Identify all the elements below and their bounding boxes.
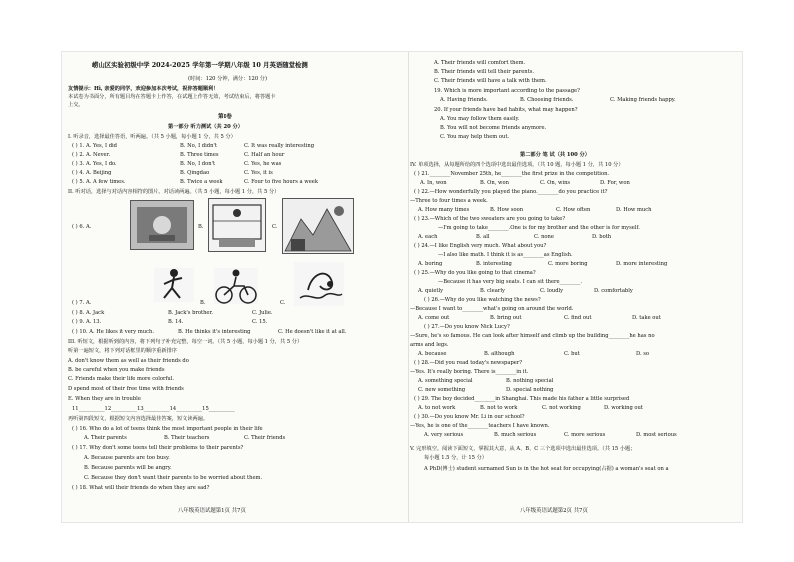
part-title: 第二部分 笔 试（共 100 分）	[520, 152, 590, 158]
dialogue-line: —I also like math. I think it is as________as English.	[438, 252, 573, 258]
question-22: ( ) 22.—How wonderfully you played the piano.________do you practice it?	[414, 189, 608, 195]
question-25: ( ) 25.—Why do you like going to that cinema?	[414, 270, 536, 276]
option: A. How many times	[418, 207, 470, 213]
dialogue-line: —Because I want to________what's going on around the world.	[410, 306, 574, 312]
option: C. On, wins	[540, 180, 571, 186]
option: B. You will not become friends anymore.	[440, 125, 547, 131]
dialogue-line: —Three to four times a week.	[410, 198, 488, 204]
question-16: ( ) 16. Who do a lot of teens think the most important people in their life	[72, 426, 263, 432]
section-note: 听第一遍短文，将下列对话框里的顺序重新排序	[68, 348, 177, 354]
part-title: 第一部分 听力测试（共 20 分）	[168, 124, 243, 130]
option: B. nothing special	[506, 378, 554, 384]
option: D. special nothing	[506, 387, 554, 393]
option: B. 14.	[168, 319, 184, 325]
option: A. something special	[418, 378, 473, 384]
option: B. Their teachers	[164, 435, 210, 441]
passage-line: A PhD(博士) student surnamed Sun is in the hot seat for occupying(占据) a woman's seat on a	[424, 466, 669, 472]
option: D. take out	[632, 315, 661, 321]
intro-line: 友情提示：Hi, 亲爱的同学，欢迎参加本次考试，祝你答题顺利！	[68, 86, 219, 92]
exam-meta: (时间：120 分钟，满分：120 分)	[188, 76, 268, 82]
runner-picture	[154, 268, 194, 302]
option: B. Twice a week	[180, 179, 223, 185]
section-heading: 再听第四段短文，根据短文内容选择最佳答案，短文读两遍。	[68, 416, 209, 422]
option-label: C.	[280, 300, 286, 306]
option: A. Because parents are too busy.	[84, 455, 170, 461]
question-26: ( ) 26.—Why do you like watching the news?	[424, 297, 541, 303]
option: C. Four to five hours a week	[244, 179, 319, 185]
option: C. Because they don't want their parents to be worried about them.	[84, 475, 263, 481]
option: D. comfortably	[594, 288, 633, 294]
option: D. working out	[604, 405, 643, 411]
question-17: ( ) 17. Why don't some teens tell their problems to their parents?	[72, 445, 244, 451]
option: C. more boring	[548, 261, 588, 267]
option: B. No, I don't	[180, 161, 216, 167]
question-19: 19. Which is more important according to the passage?	[434, 88, 580, 94]
option: C. none	[534, 234, 554, 240]
swimmer-picture	[294, 262, 344, 306]
option: A. You may follow them easily.	[440, 116, 520, 122]
question-29: ( ) 29. The boy decided________in Shanghai. This made his father a little surprised	[414, 396, 630, 402]
question-28: ( ) 28.—Did you read today's newspaper?	[414, 360, 523, 366]
option: B. On, won	[480, 180, 509, 186]
cyclist-picture	[214, 268, 258, 304]
option: C. Yes, it is	[244, 170, 273, 176]
option: B. although	[484, 351, 515, 357]
option: A. Having friends.	[440, 97, 488, 103]
page-fold	[408, 52, 409, 522]
option: B. clearly	[480, 288, 505, 294]
listen-option-c: C. Friends make their life more colorful.	[68, 376, 175, 382]
option: D. both	[592, 234, 612, 240]
option: B. Their friends will tell their parents.	[434, 69, 535, 75]
exam-title: 崂山区实验初级中学 2024-2025 学年第一学期八年级 10 月英语随堂检测	[92, 61, 308, 69]
dialogue-line: —I'm going to take________.One is for my brother and the other is for myself.	[438, 225, 640, 231]
option: B. Jack's brother.	[168, 310, 214, 316]
option: B. He thinks it's interesting	[178, 329, 251, 335]
question-23: ( ) 23.—Which of the two sweaters are you going to take?	[414, 216, 566, 222]
option: A. boring	[418, 261, 443, 267]
dialogue-line: —Yes, he is one of the________teachers I have known.	[410, 423, 550, 429]
option: B. Qingdao	[180, 170, 210, 176]
option: C. loudly	[540, 288, 564, 294]
listen-option-d: D spend most of their free time with friends	[68, 386, 184, 392]
question-7: ( ) 7. A.	[72, 300, 92, 306]
dialogue-line: —Sure, he's so famous. He can look after himself and climb up the building________he has no	[410, 333, 655, 339]
option: B. Because parents will be angry.	[84, 465, 172, 471]
option-label: C.	[272, 224, 278, 230]
intro-line: 本试卷为书面分，所有题目均在答题卡上作答，在试题上作答无效，考试结束后，将答题卡	[68, 94, 276, 100]
option: C. more serious	[564, 432, 606, 438]
section-heading: 每小题 1.5 分，计 15 分）	[424, 455, 487, 461]
question-30: ( ) 30.—Do you know Mr. Li in our school?	[414, 414, 525, 420]
right-page	[410, 52, 738, 522]
option: B. interesting	[476, 261, 512, 267]
picture-6c	[282, 198, 354, 254]
option: C. It was really interesting	[244, 143, 315, 149]
option: C. He doesn't like it at all.	[278, 329, 347, 335]
option: A. Their friends will comfort them.	[434, 60, 526, 66]
option: B. not to work	[480, 405, 518, 411]
intro-line: 上交。	[68, 102, 84, 108]
option: B. How soon	[490, 207, 524, 213]
question-24: ( ) 24.—I like English very much. What about you?	[414, 243, 547, 249]
page-footer: 八年级英语试题第2页 共7页	[520, 508, 588, 514]
option: C. Their friends	[244, 435, 286, 441]
left-page	[68, 52, 404, 522]
option-label: B.	[198, 224, 204, 230]
option: A. Their parents	[84, 435, 127, 441]
option: C. but	[564, 351, 580, 357]
option: B. Choosing friends.	[520, 97, 574, 103]
question-5: ( ) 5. A. A few times.	[72, 179, 126, 185]
option: C. How often	[556, 207, 591, 213]
section-heading: I. 听录音，选择最佳答语，听两遍。（共 5 小题，每小题 1 分，共 5 分）	[68, 134, 236, 140]
option: B. all	[476, 234, 490, 240]
dialogue-line: —Because it has very big seats. I can sit there________.	[438, 279, 582, 285]
option: C. Their friends will have a talk with them.	[434, 78, 547, 84]
question-1: ( ) 1. A. Yes, I did	[72, 143, 117, 149]
option: C. not working	[542, 405, 581, 411]
question-21: ( ) 21.________November 25th, he________the first prize in the competition.	[414, 171, 610, 177]
option: D. most serious	[636, 432, 677, 438]
option: C. Yes, he was	[244, 161, 282, 167]
option: C. find out	[564, 315, 592, 321]
option-label: B.	[200, 300, 206, 306]
question-27: ( ) 27.—Do you know Nick Lucy?	[424, 324, 510, 330]
volume-title: 第I卷	[218, 114, 232, 120]
option: D. For, won	[600, 180, 630, 186]
listen-option-b: B. be careful when you make friends	[68, 367, 165, 373]
listen-option-e: E. When they are in trouble	[68, 396, 141, 402]
option: A. to not work	[418, 405, 456, 411]
option: A. quietly	[418, 288, 444, 294]
section-heading: V. 完形填空。阅读下面短文，掌握其大意，从 A、B、C 三个选项中选出最佳选项。（共 15 小题；	[410, 446, 636, 452]
option: C. 15.	[252, 319, 268, 325]
question-10: ( ) 10. A. He likes it very much.	[72, 329, 154, 335]
listen-option-a: A. don't know them as well as their friends do	[68, 358, 189, 364]
option: A. very serious	[424, 432, 464, 438]
option: D. more interesting	[616, 261, 668, 267]
option: C. new something	[418, 387, 466, 393]
picture-6b	[208, 198, 266, 252]
question-2: ( ) 2. A. Never.	[72, 152, 111, 158]
option: D. so	[636, 351, 650, 357]
section-heading: III. 听短文，根据听到的内容，将下列句子补充完整，每空一词。（共 5 小题，每小题 1 分，共 5 分）	[68, 339, 303, 345]
page-footer: 八年级英语试题第1页 共7页	[178, 508, 246, 514]
exam-sheet	[62, 52, 742, 522]
question-8: ( ) 8. A. Jack	[72, 310, 105, 316]
answer-blanks: 11__________12__________13__________14__________15__________	[72, 406, 235, 412]
dialogue-line: arms and legs.	[410, 342, 449, 348]
question-18: ( ) 18. What will their friends do when they are sad?	[72, 485, 210, 491]
option: A. each	[418, 234, 438, 240]
option: B. No, I didn't	[180, 143, 217, 149]
option: C. Julie.	[252, 310, 273, 316]
question-20: 20. If your friends have bad habits, what may happen?	[434, 107, 578, 113]
question-6: ( ) 6. A.	[72, 224, 92, 230]
option: C. You may help them out.	[440, 134, 510, 140]
option: B. bring out	[490, 315, 522, 321]
section-heading: II. 听对话，选择与对话内容相符的图片。对话读两遍。（共 5 小题，每小题 1 分，共 5 分）	[68, 189, 280, 195]
picture-6a	[130, 200, 194, 250]
option: A. In, won	[420, 180, 447, 186]
option: A. because	[418, 351, 447, 357]
question-4: ( ) 4. A. Beijing	[72, 170, 112, 176]
option: B. much serious	[494, 432, 537, 438]
section-heading: IV. 单项选择，从每题所给的四个选项中选出最佳选项。（共 10 题，每小题 1 分，共 10 分）	[410, 162, 624, 168]
option: C. Half an hour	[244, 152, 285, 158]
dialogue-line: —Yes. It's really boring. There is________in it.	[410, 369, 529, 375]
option: B. Three times	[180, 152, 219, 158]
option: D. How much	[616, 207, 652, 213]
option: A. come out	[418, 315, 450, 321]
question-3: ( ) 3. A. Yes, I do.	[72, 161, 117, 167]
question-9: ( ) 9. A. 13.	[72, 319, 102, 325]
option: C. Making friends happy.	[610, 97, 676, 103]
